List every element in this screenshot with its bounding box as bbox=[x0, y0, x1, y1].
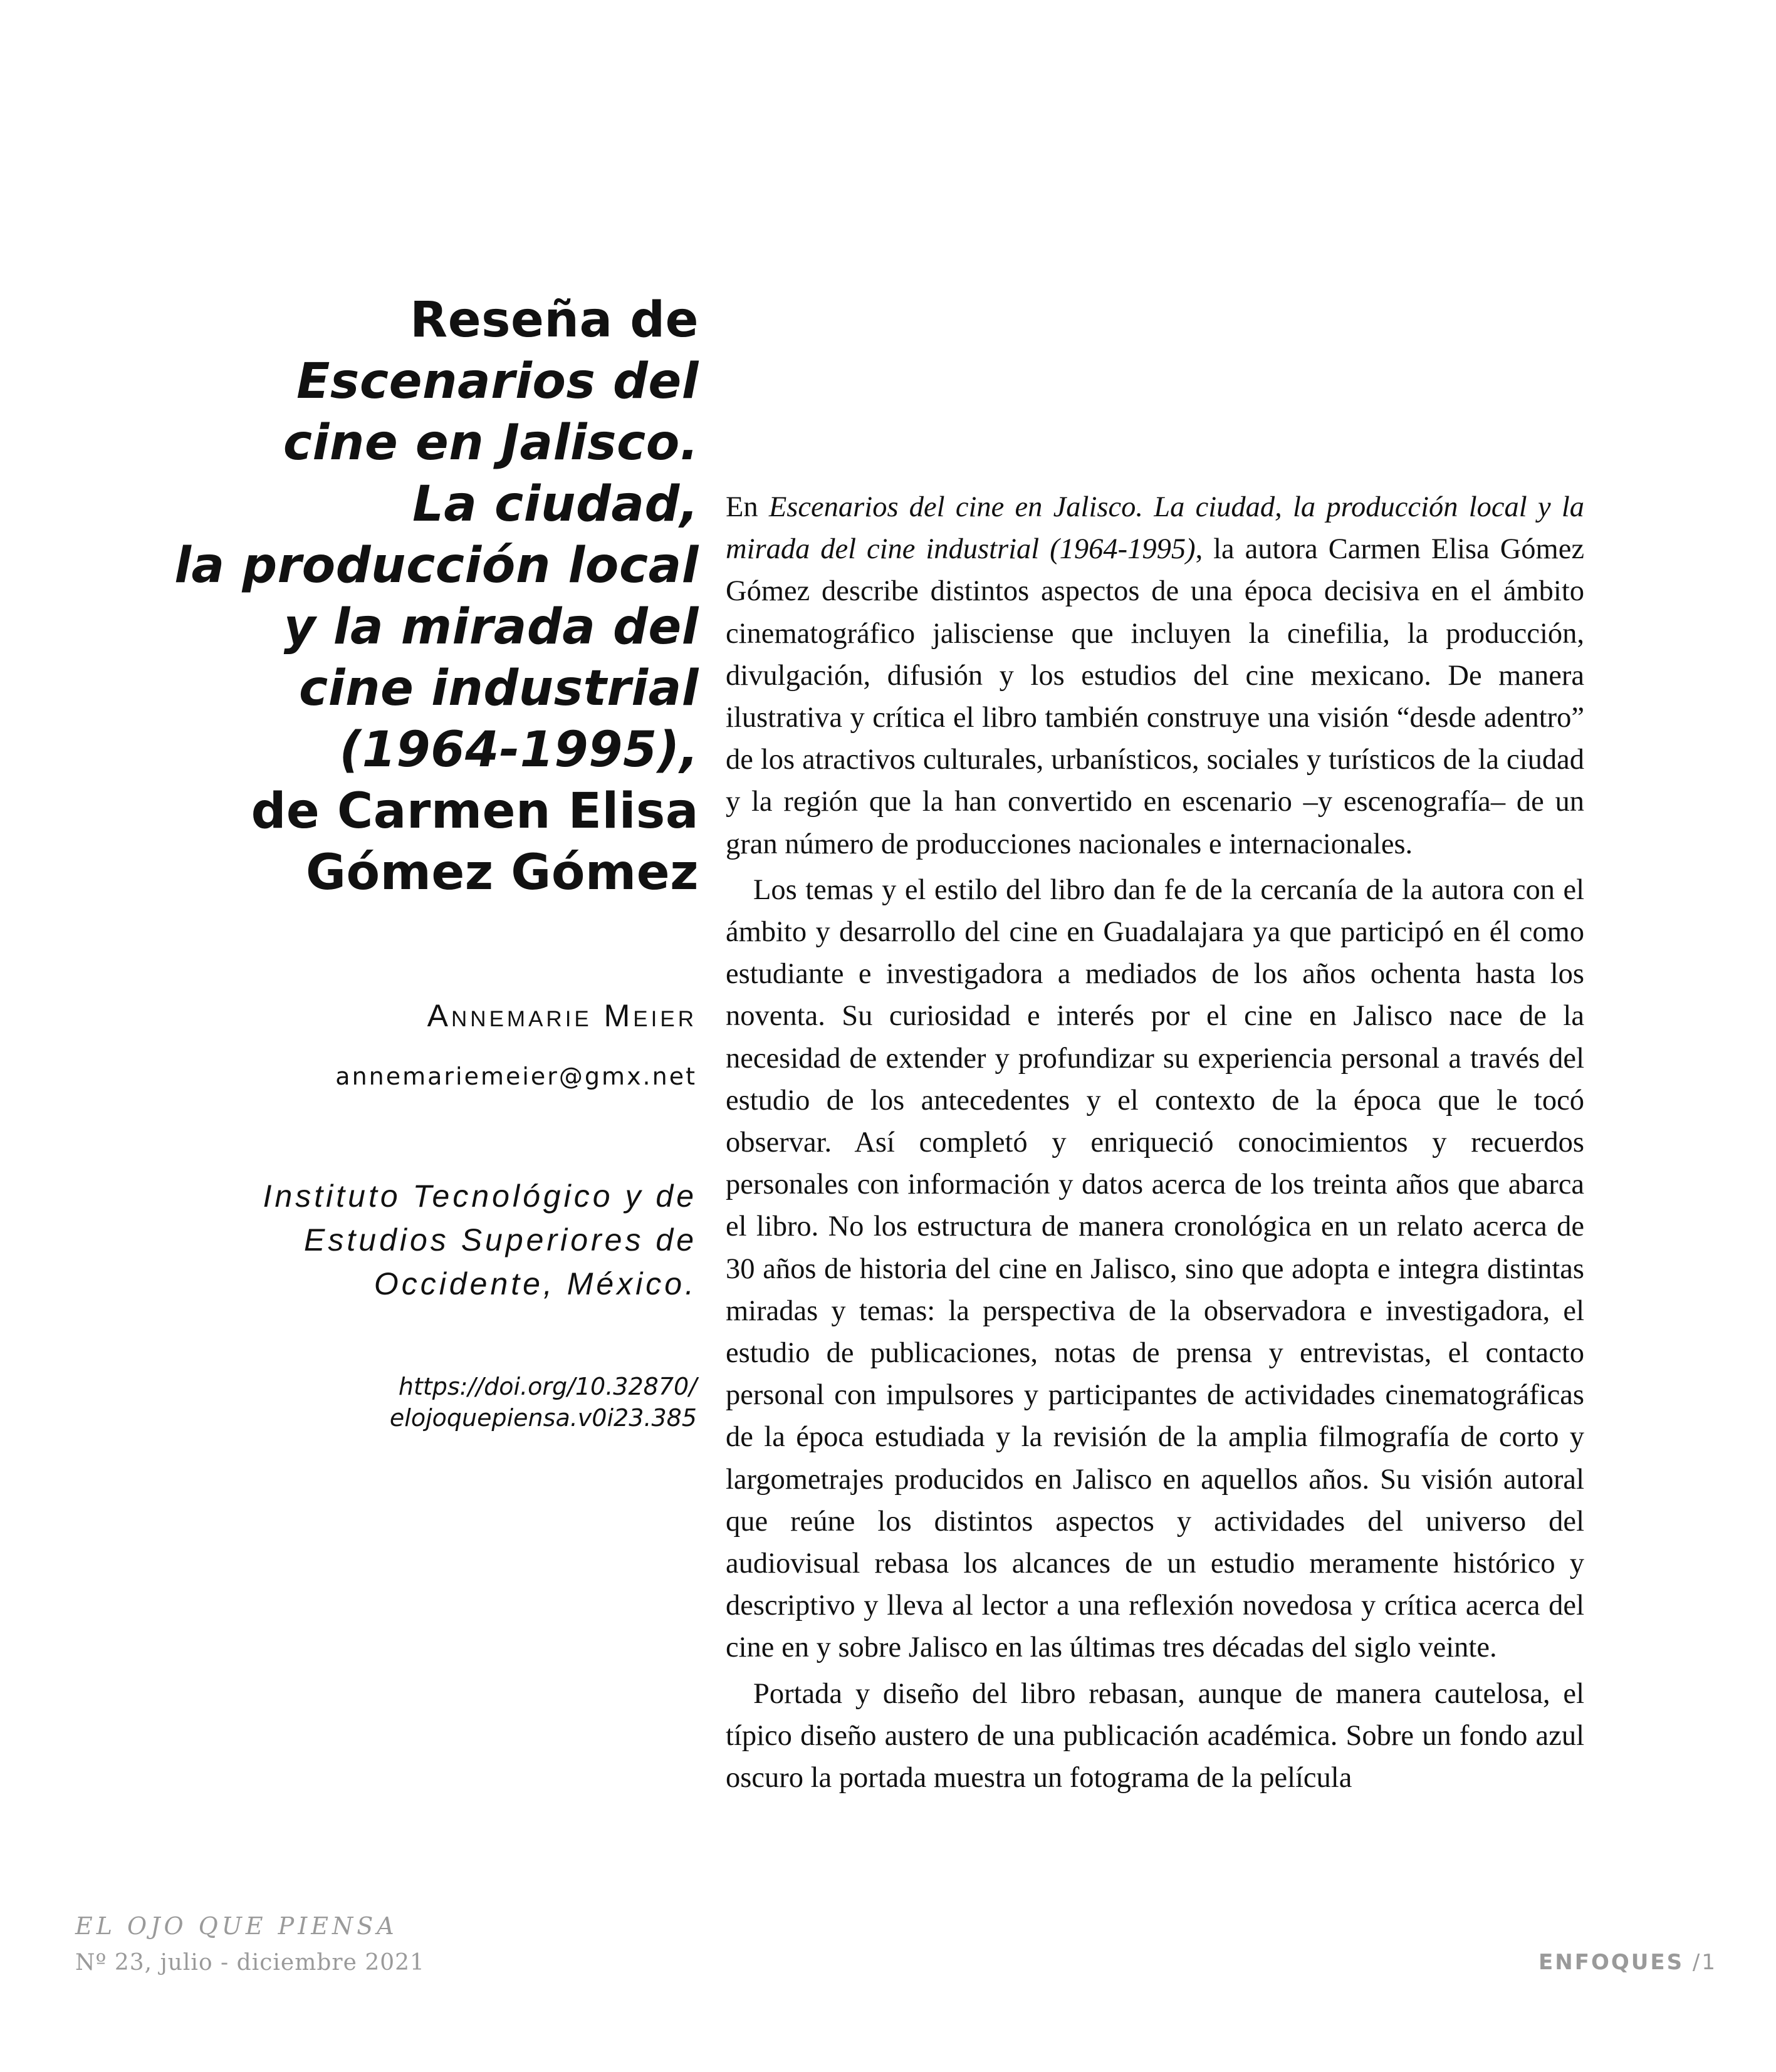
journal-issue: Nº 23, julio - diciembre 2021 bbox=[75, 1950, 425, 1976]
title-line: Reseña de bbox=[410, 292, 699, 348]
doi-line: https://doi.org/10.32870/ bbox=[398, 1373, 697, 1400]
author-email[interactable]: annemariemeier@gmx.net bbox=[335, 1063, 697, 1090]
book-title: Escenarios del cine en Jalisco. La ciudad, la producción local y la mirada del cine industrial (1964-1995) bbox=[726, 491, 1585, 566]
paragraph-text: , la autora Carmen Elisa Gómez Gómez describe distintos aspectos de una época decisiva en el ámbito cinematográfico jalisciense que incluyen la cinefilia, la producción, divulgación, difusión y los estudios del cine mexicano. De manera ilustrativa y crítica el libro también construye una visión “desde adentro” de los atractivos culturales, urbanísticos, sociales y turísticos de la ciudad y la región que la han convertido en escenario –y escenografía– de un gran número de producciones nacionales e internacionales. bbox=[726, 533, 1584, 860]
title-line: (1964-1995), bbox=[339, 722, 699, 778]
page-number: /1 bbox=[1684, 1950, 1717, 1975]
title-line: Escenarios del bbox=[296, 353, 699, 410]
paragraph-2: Los temas y el estilo del libro dan fe de la cercanía de la autora con el ámbito y desarrollo del cine en Guadalajara ya que participó en él como estudiante e investigadora a mediados de los años ochenta hasta los noventa. Su curiosidad e interés por el cine en Jalisco nace de la necesidad de extender y profundizar su experiencia personal a través del estudio de los antecedentes y el contexto de la época que le tocó observar. Así completó y enriqueció conocimientos y recuerdos personales con información y datos acerca de los treinta años que abarca el libro. No los estructura de manera cronológica en un relato acerca de 30 años de historia del cine en Jalisco, sino que adopta e integra distintas miradas y temas: la perspectiva de la observadora e investigadora, el estudio de publicaciones, notas de prensa y entrevistas, el contacto personal con impulsores y participantes de actividades cinematográficas de la época estudiada y la revisión de la amplia filmografía de corto y largometrajes producidos en Jalisco en aquellos años. Su visión autoral que reúne los distintos aspectos y actividades del universo del audiovisual rebasa los alcances de un estudio meramente histórico y descriptivo y lleva al lector a una reflexión novedosa y crítica acerca del cine en y sobre Jalisco en las últimas tres décadas del siglo veinte. bbox=[726, 873, 1584, 1664]
paragraph-1 bbox=[726, 486, 1584, 865]
affiliation-line: Instituto Tecnológico y de bbox=[263, 1179, 697, 1214]
title-line: cine en Jalisco. bbox=[283, 415, 699, 471]
section-page-label bbox=[1538, 1950, 1717, 1975]
title-line: cine industrial bbox=[299, 660, 699, 717]
author-name: Annemarie Meier bbox=[427, 998, 697, 1033]
title-line: Gómez Gómez bbox=[305, 845, 699, 901]
title-line: la producción local bbox=[174, 538, 699, 594]
title-line: La ciudad, bbox=[412, 476, 699, 533]
paragraph-lead: En bbox=[726, 491, 769, 523]
article-body bbox=[726, 486, 1584, 1799]
affiliation-line: Estudios Superiores de bbox=[304, 1222, 697, 1257]
doi-link[interactable] bbox=[390, 1371, 697, 1434]
title-line: de Carmen Elisa bbox=[251, 783, 699, 840]
article-title bbox=[125, 289, 699, 903]
journal-name: EL OJO QUE PIENSA bbox=[75, 1912, 398, 1940]
affiliation-line: Occidente, México. bbox=[373, 1266, 697, 1301]
author-affiliation bbox=[183, 1174, 697, 1306]
title-line: y la mirada del bbox=[283, 599, 699, 655]
section-name: ENFOQUES bbox=[1538, 1950, 1685, 1975]
paragraph-3: Portada y diseño del libro rebasan, aunque de manera cautelosa, el típico diseño austero de una publicación académica. Sobre un fondo azul oscuro la portada muestra un fotograma de la película bbox=[726, 1677, 1584, 1794]
doi-line: elojoquepiensa.v0i23.385 bbox=[389, 1404, 697, 1432]
